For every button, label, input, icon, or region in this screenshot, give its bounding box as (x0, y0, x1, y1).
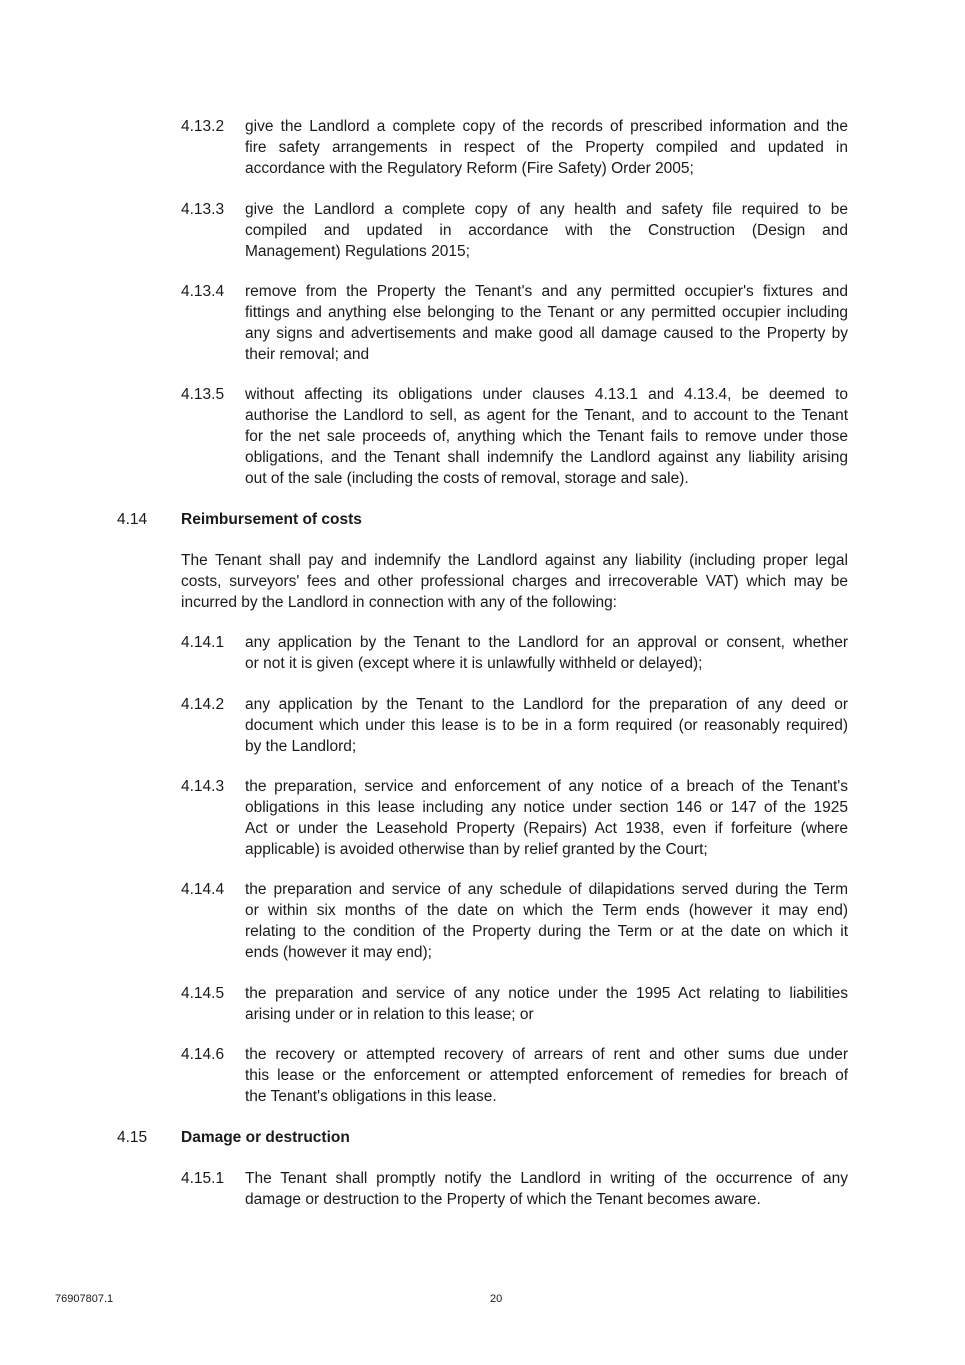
text-line: the preparation and service of any schedule of dilapidations served during the Term (245, 881, 848, 898)
clause-number: 4.14.3 (181, 778, 225, 795)
text-line: give the Landlord a complete copy of the records of prescribed information and the (245, 118, 848, 135)
section-title: Damage or destruction (181, 1129, 350, 1146)
clause-text (245, 879, 848, 963)
clause-number: 4.14.4 (181, 881, 225, 898)
text-line: The Tenant shall pay and indemnify the Landlord against any liability (including proper legal (181, 552, 848, 569)
clause-text (245, 632, 848, 674)
text-line: incurred by the Landlord in connection with any of the following: (181, 594, 617, 611)
clause-number: 4.15.1 (181, 1170, 225, 1187)
clause-number: 4.14.6 (181, 1046, 225, 1063)
clause-number: 4.13.5 (181, 386, 225, 403)
text-line: arising under or in relation to this lease; or (245, 1006, 534, 1023)
page-number: 20 (490, 1293, 503, 1305)
clause-text (245, 983, 848, 1025)
text-line: the recovery or attempted recovery of arrears of rent and other sums due under (245, 1046, 848, 1063)
text-line: Act or under the Leasehold Property (Repairs) Act 1938, even if forfeiture (where (245, 820, 848, 837)
text-line: without affecting its obligations under clauses 4.13.1 and 4.13.4, be deemed to (245, 386, 848, 403)
text-line: relating to the condition of the Property during the Term or at the date on which it (245, 923, 848, 940)
text-line: this lease or the enforcement or attempted enforcement of remedies for breach of (245, 1067, 848, 1084)
text-line: any application by the Tenant to the Landlord for the preparation of any deed or (245, 696, 848, 713)
clause-number: 4.14.2 (181, 696, 225, 713)
clause-text (245, 281, 848, 365)
text-line: for the net sale proceeds of, anything which the Tenant fails to remove under those (245, 428, 848, 445)
clause-text (245, 384, 848, 489)
text-line: give the Landlord a complete copy of any health and safety file required to be (245, 201, 848, 218)
clause-number: 4.13.3 (181, 201, 225, 218)
text-line: authorise the Landlord to sell, as agent for the Tenant, and to account to the Tenant (245, 407, 848, 424)
section-number: 4.15 (117, 1129, 148, 1146)
clause-text (245, 199, 848, 262)
text-line: costs, surveyors' fees and other professional charges and irrecoverable VAT) which may be (181, 573, 848, 590)
clause-text (245, 1168, 848, 1210)
text-line: ends (however it may end); (245, 944, 432, 961)
clause-number: 4.13.4 (181, 283, 225, 300)
text-line: the preparation and service of any notice under the 1995 Act relating to liabilities (245, 985, 848, 1002)
text-line: the Tenant's obligations in this lease. (245, 1088, 497, 1105)
text-line: document which under this lease is to be in a form required (or reasonably required) (245, 717, 848, 734)
text-line: any application by the Tenant to the Landlord for an approval or consent, whether (245, 634, 848, 651)
clause-text (245, 116, 848, 179)
text-line: obligations, and the Tenant shall indemnify the Landlord against any liability arising (245, 449, 848, 466)
document-reference: 76907807.1 (55, 1293, 114, 1305)
intro-text (181, 550, 848, 613)
clause-number: 4.13.2 (181, 118, 225, 135)
text-line: obligations in this lease including any notice under section 146 or 147 of the 1925 (245, 799, 848, 816)
text-line: or within six months of the date on which the Term ends (however it may end) (245, 902, 848, 919)
text-line: by the Landlord; (245, 738, 357, 755)
text-line: applicable) is avoided otherwise than by relief granted by the Court; (245, 841, 708, 858)
text-line: fittings and anything else belonging to the Tenant or any permitted occupier including (245, 304, 848, 321)
text-line: the preparation, service and enforcement of any notice of a breach of the Tenant's (245, 778, 848, 795)
clause-text (245, 776, 848, 860)
text-line: their removal; and (245, 346, 370, 363)
clause-number: 4.14.1 (181, 634, 225, 651)
text-line: or not it is given (except where it is unlawfully withheld or delayed); (245, 655, 703, 672)
section-number: 4.14 (117, 511, 148, 528)
clause-text (245, 694, 848, 757)
text-line: accordance with the Regulatory Reform (Fire Safety) Order 2005; (245, 160, 694, 177)
section-title: Reimbursement of costs (181, 511, 362, 528)
text-line: fire safety arrangements in respect of the Property compiled and updated in (245, 139, 848, 156)
text-line: damage or destruction to the Property of which the Tenant becomes aware. (245, 1191, 761, 1208)
text-line: compiled and updated in accordance with the Construction (Design and (245, 222, 848, 239)
clause-number: 4.14.5 (181, 985, 225, 1002)
text-line: out of the sale (including the costs of removal, storage and sale). (245, 470, 689, 487)
text-line: The Tenant shall promptly notify the Landlord in writing of the occurrence of any (245, 1170, 848, 1187)
text-line: Management) Regulations 2015; (245, 243, 470, 260)
clause-text (245, 1044, 848, 1107)
text-line: remove from the Property the Tenant's and any permitted occupier's fixtures and (245, 283, 848, 300)
text-line: any signs and advertisements and make good all damage caused to the Property by (245, 325, 848, 342)
